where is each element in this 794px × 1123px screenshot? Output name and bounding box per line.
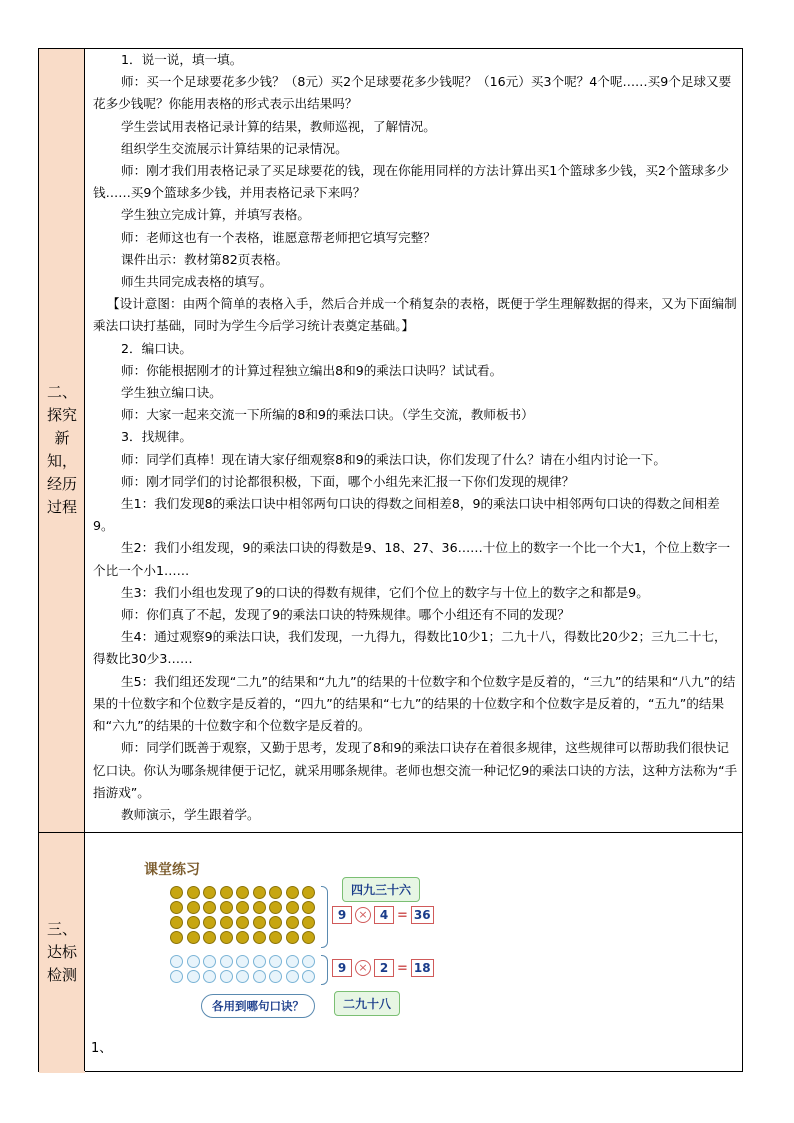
- blue-face: [203, 955, 216, 968]
- blue-face: [236, 955, 249, 968]
- yellow-face: [236, 916, 249, 929]
- rhyme-bubble-one: 四九三十六: [342, 877, 420, 902]
- section-two-label: [39, 381, 85, 519]
- brace-yellow: [321, 886, 328, 948]
- label-line: 经历: [46, 475, 77, 493]
- paragraph: 生3：我们小组也发现了9的口诀的得数有规律，它们个位上的数字与十位上的数字之和都是9。: [121, 584, 649, 600]
- paragraph: 生2：我们小组发现，9的乘法口诀的得数是9、18、27、36……十位上的数字一个比一个大1，个位上数字一个比一个小1……: [93, 540, 731, 578]
- blue-face: [253, 970, 266, 983]
- brace-blue: [321, 955, 328, 985]
- yellow-face: [203, 931, 216, 944]
- paragraph: 组织学生交流展示计算结果的记录情况。: [121, 140, 348, 156]
- yellow-face: [253, 901, 266, 914]
- label-line: 探究: [46, 406, 77, 424]
- yellow-face: [302, 916, 315, 929]
- eq2-b: 2: [374, 959, 394, 977]
- eq2-a: 9: [332, 959, 352, 977]
- yellow-face: [286, 931, 299, 944]
- yellow-face: [220, 886, 233, 899]
- paragraph: 师：刚才我们用表格记录了买足球要花的钱，现在你能用同样的方法计算出买1个篮球多少钱，买2个篮球多少钱……买9个篮球多少钱，并用表格记录下来吗？: [93, 163, 729, 201]
- blue-face: [286, 970, 299, 983]
- yellow-face: [236, 886, 249, 899]
- yellow-face: [253, 916, 266, 929]
- yellow-face: [286, 916, 299, 929]
- section-three-label: [39, 918, 85, 987]
- yellow-face: [170, 901, 183, 914]
- paragraph: 生1：我们发现8的乘法口诀中相邻两句口诀的得数之间相差8，9的乘法口诀中相邻两句口诀的得数之间相差9。: [93, 496, 720, 534]
- blue-face: [302, 955, 315, 968]
- yellow-face: [269, 931, 282, 944]
- paragraph: 生5：我们组还发现“二九”的结果和“九九”的结果的十位数字和个位数字是反着的，“三九”的结果和“八九”的结果的十位数字和个位数字是反着的，“四九”的结果和“七九”的结果的十位数字和个位数字是反着的，“五九”的结果和“六九”的结果的十位数字和个位数字是反着的。: [93, 673, 736, 734]
- eq1-a: 9: [332, 906, 352, 924]
- blue-face: [269, 955, 282, 968]
- label-line: 检测: [46, 966, 77, 984]
- practice-title: 课堂练习: [144, 862, 200, 878]
- label-line: 过程: [46, 498, 77, 516]
- label-line: 新: [54, 429, 70, 447]
- blue-face: [269, 970, 282, 983]
- paragraph: 1．说一说，填一填。: [121, 52, 243, 67]
- yellow-face: [286, 886, 299, 899]
- blue-face: [203, 970, 216, 983]
- paragraph: 师：你们真了不起，发现了9的乘法口诀的特殊规律。哪个小组还有不同的发现？: [121, 607, 570, 623]
- eq1-b: 4: [374, 906, 394, 924]
- paragraph: 师：刚才同学们的讨论都很积极，下面，哪个小组先来汇报一下你们发现的规律？: [121, 473, 575, 489]
- paragraph: 2．编口诀。: [121, 340, 192, 356]
- yellow-face: [236, 931, 249, 944]
- blue-face: [187, 955, 200, 968]
- yellow-face: [170, 886, 183, 899]
- yellow-face: [170, 916, 183, 929]
- design-intent: 【设计意图：由两个简单的表格入手，然后合并成一个稍复杂的表格，既便于学生理解数据的得来，又为下面编制乘法口诀打基础，同时为学生今后学习统计表奠定基础。】: [93, 296, 737, 334]
- yellow-face: [220, 916, 233, 929]
- yellow-face: [203, 901, 216, 914]
- yellow-face: [302, 931, 315, 944]
- paragraph: 师：同学们真棒！现在请大家仔细观察8和9的乘法口诀，你们发现了什么？请在小组内讨论一下。: [121, 451, 666, 467]
- label-line: 三、: [46, 920, 77, 938]
- yellow-face: [253, 886, 266, 899]
- yellow-face: [187, 901, 200, 914]
- yellow-face: [269, 916, 282, 929]
- yellow-face: [187, 886, 200, 899]
- label-line: 达标: [46, 943, 77, 961]
- blue-face: [220, 955, 233, 968]
- paragraph: 师：买一个足球要花多少钱？（8元）买2个足球要花多少钱呢？（16元）买3个呢？4个呢……买9个足球又要花多少钱呢？你能用表格的形式表示出结果吗？: [93, 74, 732, 112]
- yellow-face: [269, 901, 282, 914]
- blue-face: [170, 970, 183, 983]
- blue-face: [170, 955, 183, 968]
- yellow-face: [220, 931, 233, 944]
- blue-face: [236, 970, 249, 983]
- blue-face: [286, 955, 299, 968]
- question-bubble: 各用到哪句口诀？: [201, 994, 315, 1018]
- paragraph: 学生独立完成计算，并填写表格。: [121, 207, 310, 223]
- eq2-equals: =: [397, 960, 408, 976]
- yellow-face: [269, 886, 282, 899]
- blue-face: [253, 955, 266, 968]
- eq2-times-icon: ×: [355, 960, 371, 976]
- blue-face: [220, 970, 233, 983]
- yellow-face: [203, 886, 216, 899]
- paragraph: 师：你能根据刚才的计算过程独立编出8和9的乘法口诀吗？试试看。: [121, 362, 503, 378]
- yellow-face: [236, 901, 249, 914]
- blue-face: [187, 970, 200, 983]
- rhyme-bubble-two: 二九十八: [334, 991, 400, 1016]
- paragraph: 师生共同完成表格的填写。: [121, 274, 273, 290]
- paragraph: 学生尝试用表格记录计算的结果，教师巡视，了解情况。: [121, 118, 436, 134]
- yellow-face: [220, 901, 233, 914]
- blue-face: [302, 970, 315, 983]
- paragraph: 教师演示，学生跟着学。: [121, 806, 260, 822]
- yellow-face: [170, 931, 183, 944]
- equation-two: [332, 959, 434, 977]
- yellow-face: [187, 931, 200, 944]
- yellow-face: [203, 916, 216, 929]
- eq1-result: 36: [411, 906, 434, 924]
- yellow-face: [302, 901, 315, 914]
- paragraph: 3．找规律。: [121, 429, 192, 445]
- practice-figure: [96, 855, 436, 1025]
- eq2-result: 18: [411, 959, 434, 977]
- paragraph: 课件出示：教材第82页表格。: [121, 251, 289, 267]
- equation-one: [332, 906, 434, 924]
- paragraph: 生4：通过观察9的乘法口诀，我们发现，一九得九，得数比10少1；二九十八，得数比20少2；三九二十七，得数比30少3……: [93, 629, 727, 667]
- paragraph: 学生独立编口诀。: [121, 385, 222, 401]
- paragraph: 师：大家一起来交流一下所编的8和9的乘法口诀。（学生交流，教师板书）: [121, 407, 534, 423]
- yellow-face: [286, 901, 299, 914]
- paragraph: 师：老师这也有一个表格，谁愿意帮老师把它填写完整？: [121, 229, 436, 245]
- label-line: 二、: [46, 383, 77, 401]
- yellow-face: [187, 916, 200, 929]
- label-line: 知，: [46, 452, 77, 470]
- section-two-content: [87, 49, 742, 826]
- eq1-equals: =: [397, 907, 408, 923]
- eq1-times-icon: ×: [355, 907, 371, 923]
- yellow-face: [302, 886, 315, 899]
- paragraph: 师：同学们既善于观察，又勤于思考，发现了8和9的乘法口诀存在着很多规律，这些规律可以帮助我们很快记忆口诀。你认为哪条规律便于记忆，就采用哪条规律。老师也想交流一种记忆9的乘法口诀的方法，这种方法称为“手指游戏”。: [93, 740, 738, 800]
- footnote: 1、: [91, 1041, 113, 1056]
- row-divider: [39, 832, 742, 833]
- yellow-face: [253, 931, 266, 944]
